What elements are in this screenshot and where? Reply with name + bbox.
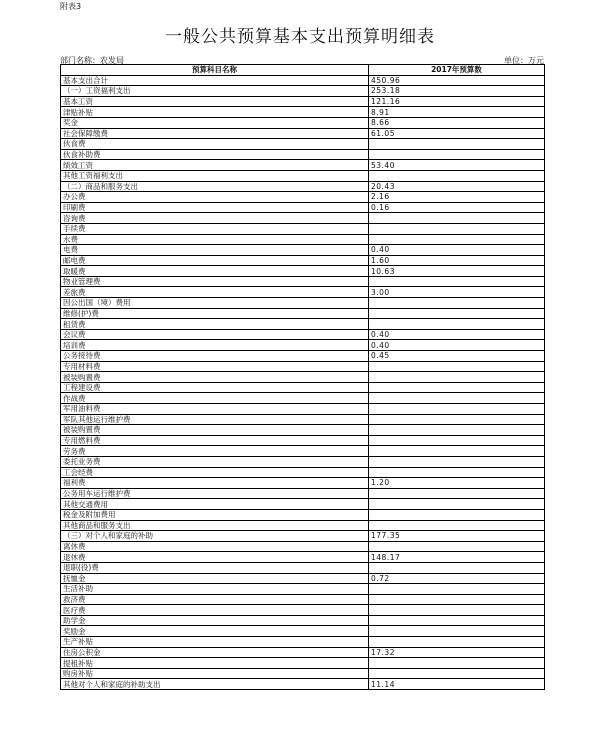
row-item-name: 咨询费 — [61, 213, 369, 224]
row-item-value — [369, 584, 545, 595]
row-item-value — [369, 668, 545, 679]
row-item-value — [369, 372, 545, 383]
table-row — [61, 266, 545, 277]
row-item-value — [369, 446, 545, 457]
row-item-value — [369, 170, 545, 181]
table-row — [61, 520, 545, 531]
table-row — [61, 626, 545, 637]
table-row — [61, 499, 545, 510]
row-item-name: 工程建设费 — [61, 382, 369, 393]
table-row — [61, 117, 545, 128]
table-row — [61, 552, 545, 563]
row-item-name: 社会保障缴费 — [61, 128, 369, 139]
row-item-name: （二）商品和服务支出 — [61, 181, 369, 192]
table-row — [61, 414, 545, 425]
row-item-value — [369, 393, 545, 404]
row-item-name: 被装购置费 — [61, 372, 369, 383]
row-item-name: 公务接待费 — [61, 351, 369, 362]
table-row — [61, 213, 545, 224]
row-item-name: 电费 — [61, 245, 369, 256]
column-header-name: 预算科目名称 — [61, 65, 369, 76]
attachment-label: 附表3 — [60, 2, 82, 11]
table-row — [61, 658, 545, 669]
row-item-name: 作战费 — [61, 393, 369, 404]
row-item-name: 军队其他运行维护费 — [61, 414, 369, 425]
table-row — [61, 361, 545, 372]
page-title: 一般公共预算基本支出预算明细表 — [165, 27, 435, 47]
table-row — [61, 149, 545, 160]
table-row — [61, 255, 545, 266]
row-item-value: 11.14 — [369, 679, 545, 690]
table-row — [61, 170, 545, 181]
row-item-name: 维修(护)费 — [61, 308, 369, 319]
table-row — [61, 562, 545, 573]
row-item-name: 福利费 — [61, 478, 369, 489]
row-item-name: 津贴补贴 — [61, 107, 369, 118]
row-item-name: 退休费 — [61, 552, 369, 563]
table-row — [61, 160, 545, 171]
row-item-name: （三）对个人和家庭的补助 — [61, 531, 369, 542]
row-item-value — [369, 223, 545, 234]
row-item-name: （一）工资福利支出 — [61, 86, 369, 97]
row-item-name: 取暖费 — [61, 266, 369, 277]
table-row — [61, 96, 545, 107]
row-item-value: 0.40 — [369, 245, 545, 256]
row-item-value — [369, 276, 545, 287]
row-item-name: 委托业务费 — [61, 456, 369, 467]
row-item-value — [369, 615, 545, 626]
row-item-name: 救济费 — [61, 594, 369, 605]
row-item-value: 148.17 — [369, 552, 545, 563]
row-item-value — [369, 213, 545, 224]
department-name: 部门名称：农发局 — [60, 56, 124, 65]
row-item-value — [369, 382, 545, 393]
table-row — [61, 192, 545, 203]
row-item-value: 3.00 — [369, 287, 545, 298]
row-item-name: 住房公积金 — [61, 647, 369, 658]
row-item-name: 其他商品和服务支出 — [61, 520, 369, 531]
table-row — [61, 340, 545, 351]
row-item-value — [369, 414, 545, 425]
row-item-value — [369, 637, 545, 648]
row-item-value: 0.40 — [369, 340, 545, 351]
row-item-value — [369, 541, 545, 552]
row-item-value: 0.40 — [369, 329, 545, 340]
table-row — [61, 435, 545, 446]
row-item-value: 10.63 — [369, 266, 545, 277]
row-item-value: 61.05 — [369, 128, 545, 139]
row-item-name: 邮电费 — [61, 255, 369, 266]
row-item-name: 培训费 — [61, 340, 369, 351]
row-item-name: 因公出国（境）费用 — [61, 298, 369, 309]
row-item-value — [369, 467, 545, 478]
table-row — [61, 139, 545, 150]
row-item-value: 2.16 — [369, 192, 545, 203]
row-item-value — [369, 298, 545, 309]
row-item-value — [369, 499, 545, 510]
budget-table — [60, 64, 545, 690]
row-item-name: 奖励金 — [61, 626, 369, 637]
row-item-value: 0.45 — [369, 351, 545, 362]
row-item-value — [369, 404, 545, 415]
row-item-value: 8.91 — [369, 107, 545, 118]
row-item-name: 其他工资福利支出 — [61, 170, 369, 181]
row-item-name: 奖金 — [61, 117, 369, 128]
table-row — [61, 372, 545, 383]
table-row — [61, 605, 545, 616]
row-item-name: 专用材料费 — [61, 361, 369, 372]
row-item-value: 177.35 — [369, 531, 545, 542]
table-row — [61, 594, 545, 605]
table-row — [61, 679, 545, 690]
row-item-value: 253.18 — [369, 86, 545, 97]
row-item-value: 450.96 — [369, 75, 545, 86]
row-item-name: 抚恤金 — [61, 573, 369, 584]
row-item-name: 印刷费 — [61, 202, 369, 213]
row-item-value — [369, 605, 545, 616]
table-row — [61, 425, 545, 436]
row-item-name: 生活补助 — [61, 584, 369, 595]
table-row — [61, 319, 545, 330]
table-row — [61, 541, 545, 552]
row-item-value — [369, 361, 545, 372]
table-row — [61, 478, 545, 489]
row-item-value — [369, 520, 545, 531]
row-item-value — [369, 626, 545, 637]
table-row — [61, 276, 545, 287]
row-item-value — [369, 139, 545, 150]
row-item-value: 0.16 — [369, 202, 545, 213]
row-item-name: 劳务费 — [61, 446, 369, 457]
row-item-name: 基本支出合计 — [61, 75, 369, 86]
row-item-name: 其他对个人和家庭的补助支出 — [61, 679, 369, 690]
row-item-name: 军用油料费 — [61, 404, 369, 415]
table-row — [61, 446, 545, 457]
row-item-name: 工会经费 — [61, 467, 369, 478]
row-item-value: 20.43 — [369, 181, 545, 192]
table-row — [61, 637, 545, 648]
row-item-value — [369, 488, 545, 499]
table-row — [61, 181, 545, 192]
row-item-name: 物业管理费 — [61, 276, 369, 287]
row-item-value — [369, 562, 545, 573]
table-row — [61, 509, 545, 520]
table-row — [61, 668, 545, 679]
row-item-name: 水费 — [61, 234, 369, 245]
table-row — [61, 351, 545, 362]
row-item-value — [369, 308, 545, 319]
row-item-name: 其他交通费用 — [61, 499, 369, 510]
row-item-name: 绩效工资 — [61, 160, 369, 171]
table-row — [61, 456, 545, 467]
row-item-name: 基本工资 — [61, 96, 369, 107]
row-item-value — [369, 658, 545, 669]
table-row — [61, 531, 545, 542]
row-item-name: 税金及附加费用 — [61, 509, 369, 520]
row-item-name: 租赁费 — [61, 319, 369, 330]
row-item-name: 被装购置费 — [61, 425, 369, 436]
row-item-value: 121.16 — [369, 96, 545, 107]
row-item-value — [369, 594, 545, 605]
row-item-name: 差旅费 — [61, 287, 369, 298]
column-header-value: 2017年预算数 — [369, 65, 545, 76]
row-item-value: 1.60 — [369, 255, 545, 266]
row-item-name: 伙食补助费 — [61, 149, 369, 160]
table-row — [61, 573, 545, 584]
row-item-name: 专用燃料费 — [61, 435, 369, 446]
row-item-name: 提租补贴 — [61, 658, 369, 669]
row-item-name: 助学金 — [61, 615, 369, 626]
row-item-value — [369, 435, 545, 446]
table-body — [61, 75, 545, 689]
table-row — [61, 382, 545, 393]
row-item-name: 生产补贴 — [61, 637, 369, 648]
row-item-name: 公务用车运行维护费 — [61, 488, 369, 499]
table-row — [61, 245, 545, 256]
row-item-value: 0.72 — [369, 573, 545, 584]
table-row — [61, 128, 545, 139]
table-row — [61, 308, 545, 319]
table-row — [61, 107, 545, 118]
table-row — [61, 86, 545, 97]
row-item-value — [369, 456, 545, 467]
table-row — [61, 404, 545, 415]
table-row — [61, 647, 545, 658]
unit-label: 单位：万元 — [504, 56, 544, 65]
row-item-value: 8.66 — [369, 117, 545, 128]
row-item-name: 会议费 — [61, 329, 369, 340]
table-row — [61, 467, 545, 478]
table-row — [61, 75, 545, 86]
row-item-value — [369, 319, 545, 330]
table-row — [61, 298, 545, 309]
row-item-name: 医疗费 — [61, 605, 369, 616]
row-item-value: 53.40 — [369, 160, 545, 171]
row-item-name: 离休费 — [61, 541, 369, 552]
table-row — [61, 615, 545, 626]
table-row — [61, 393, 545, 404]
row-item-value: 1.20 — [369, 478, 545, 489]
table-row — [61, 234, 545, 245]
table-row — [61, 223, 545, 234]
table-header-row — [61, 65, 545, 76]
table-row — [61, 584, 545, 595]
table-row — [61, 202, 545, 213]
row-item-name: 购房补贴 — [61, 668, 369, 679]
row-item-value: 17.32 — [369, 647, 545, 658]
row-item-value — [369, 149, 545, 160]
row-item-value — [369, 425, 545, 436]
table-row — [61, 329, 545, 340]
row-item-value — [369, 509, 545, 520]
row-item-value — [369, 234, 545, 245]
row-item-name: 伙食费 — [61, 139, 369, 150]
table-row — [61, 287, 545, 298]
row-item-name: 办公费 — [61, 192, 369, 203]
row-item-name: 手续费 — [61, 223, 369, 234]
row-item-name: 退职(役)费 — [61, 562, 369, 573]
table-row — [61, 488, 545, 499]
